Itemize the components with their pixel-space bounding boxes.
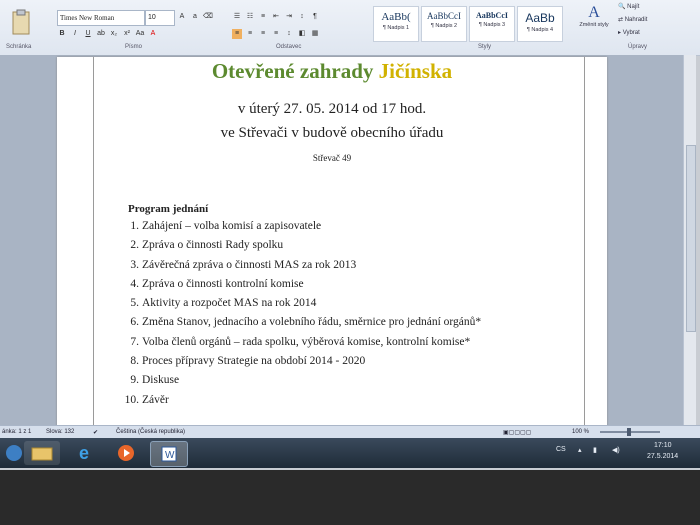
style-sample: AaBbCcI bbox=[475, 11, 508, 20]
taskbar-explorer[interactable] bbox=[24, 441, 60, 465]
agenda-text: Zpráva o činnosti kontrolní komise bbox=[142, 277, 304, 290]
clock-time[interactable]: 17:10 bbox=[654, 442, 672, 449]
zoom-slider-knob[interactable] bbox=[627, 428, 631, 436]
borders-icon[interactable]: ▦ bbox=[311, 30, 319, 37]
find-label: Najít bbox=[627, 4, 640, 10]
strikethrough-icon[interactable]: ab bbox=[97, 30, 105, 37]
agenda-number: 3. bbox=[130, 258, 139, 271]
status-bar bbox=[0, 425, 700, 439]
paste-button[interactable] bbox=[8, 8, 34, 42]
agenda-item bbox=[123, 355, 481, 374]
sort-icon[interactable]: ↕ bbox=[300, 13, 304, 20]
decrease-indent-icon[interactable]: ⇤ bbox=[273, 13, 279, 20]
title-accent: Jičínska bbox=[378, 59, 453, 83]
agenda-item bbox=[123, 394, 481, 413]
align-right-icon[interactable]: ≡ bbox=[260, 30, 266, 37]
svg-text:W: W bbox=[165, 450, 175, 461]
agenda-number: 1. bbox=[130, 220, 139, 232]
style-sample: AaBbCcI bbox=[427, 11, 461, 21]
agenda-item bbox=[123, 374, 481, 393]
agenda-item bbox=[123, 239, 481, 258]
title-main: Otevřené zahrady bbox=[211, 59, 379, 83]
grow-font-icon[interactable]: A bbox=[179, 13, 185, 20]
group-label-paragraph: Odstavec bbox=[276, 44, 302, 50]
agenda-text: Proces přípravy Strategie na období 2014 - 2020 bbox=[142, 355, 366, 368]
style-heading-1[interactable] bbox=[373, 6, 419, 42]
font-size-box[interactable]: 10 bbox=[145, 10, 175, 26]
agenda-text: Zahájení – volba komisí a zapisovatele bbox=[142, 220, 322, 232]
start-button[interactable] bbox=[2, 441, 26, 465]
network-icon[interactable]: ▮ bbox=[593, 447, 597, 454]
bold-button[interactable]: B bbox=[59, 30, 65, 37]
agenda-number: 5. bbox=[130, 297, 139, 310]
place-line: ve Střevači v budově obecního úřadu bbox=[220, 125, 444, 141]
taskbar bbox=[0, 438, 700, 468]
line-spacing-icon[interactable]: ↕ bbox=[287, 30, 291, 37]
agenda-text: Zpráva o činnosti Rady spolku bbox=[142, 239, 284, 252]
agenda-number: 10. bbox=[124, 393, 139, 406]
group-label-font: Písmo bbox=[125, 44, 143, 50]
change-styles-button[interactable] bbox=[578, 4, 610, 42]
shrink-font-icon[interactable]: a bbox=[193, 13, 197, 20]
agenda-item bbox=[123, 278, 481, 297]
style-heading-2[interactable] bbox=[421, 6, 467, 42]
agenda-text: Diskuse bbox=[142, 374, 180, 387]
language-indicator[interactable]: CS bbox=[556, 446, 566, 453]
scrollbar-thumb[interactable] bbox=[686, 145, 696, 332]
status-page[interactable]: ánka: 1 z 1 bbox=[2, 429, 32, 435]
style-name: ¶ Nadpis 3 bbox=[478, 22, 506, 28]
multilevel-list-icon[interactable]: ≡ bbox=[260, 13, 266, 20]
taskbar-word[interactable] bbox=[150, 441, 188, 467]
agenda-text: Změna Stanov, jednacího a volebního řádu, směrnice pro jednání orgánů* bbox=[142, 316, 482, 329]
document-page[interactable] bbox=[57, 57, 607, 427]
vertical-scrollbar[interactable] bbox=[683, 55, 696, 425]
clock-date[interactable]: 27.5.2014 bbox=[647, 453, 679, 460]
status-language[interactable]: Čeština (Česká republika) bbox=[116, 429, 186, 435]
address-line: Střevač 49 bbox=[312, 153, 352, 163]
underline-button[interactable]: U bbox=[85, 30, 91, 37]
select-button[interactable]: ▸ Vybrat bbox=[618, 30, 640, 36]
group-label-styles: Styly bbox=[478, 44, 492, 50]
media-player-icon bbox=[117, 444, 135, 462]
subscript-icon[interactable]: x₂ bbox=[110, 30, 118, 37]
program-heading: Program jednání bbox=[128, 203, 209, 215]
style-name: ¶ Nadpis 1 bbox=[382, 25, 410, 31]
document-title bbox=[57, 59, 607, 84]
view-buttons-icon[interactable]: ▣▢▢▢▢ bbox=[503, 430, 532, 436]
agenda-item bbox=[123, 220, 481, 239]
clipboard-icon bbox=[8, 8, 34, 42]
style-heading-4[interactable] bbox=[517, 6, 563, 42]
shading-icon[interactable]: ◧ bbox=[298, 30, 306, 37]
justify-icon[interactable]: ≡ bbox=[273, 30, 279, 37]
taskbar-ie[interactable] bbox=[66, 441, 102, 465]
agenda-number: 6. bbox=[130, 316, 139, 329]
agenda-number: 2. bbox=[130, 239, 139, 252]
volume-icon[interactable]: ◀) bbox=[612, 447, 620, 454]
agenda-text: Závěrečná zpráva o činnosti MAS za rok 2013 bbox=[142, 258, 357, 271]
bullets-icon[interactable]: ☰ bbox=[233, 13, 241, 20]
italic-button[interactable]: I bbox=[74, 30, 76, 37]
superscript-icon[interactable]: x² bbox=[124, 30, 130, 37]
change-case-icon[interactable]: Aa bbox=[135, 30, 145, 37]
font-color-icon[interactable]: A bbox=[150, 30, 156, 37]
increase-indent-icon[interactable]: ⇥ bbox=[286, 13, 292, 20]
agenda-text: Volba členů orgánů – rada spolku, výběrová komise, kontrolní komise* bbox=[142, 335, 471, 348]
agenda-item bbox=[123, 297, 481, 316]
clear-format-icon[interactable]: ⌫ bbox=[203, 13, 213, 20]
pilcrow-icon[interactable]: ¶ bbox=[313, 13, 317, 20]
group-label-editing: Úpravy bbox=[628, 44, 648, 50]
find-button[interactable]: 🔍 Najít bbox=[618, 4, 640, 10]
font-name-box[interactable]: Times New Roman bbox=[57, 10, 145, 26]
style-heading-3[interactable] bbox=[469, 6, 515, 42]
agenda-number: 8. bbox=[130, 355, 139, 368]
date-line: v úterý 27. 05. 2014 od 17 hod. bbox=[237, 101, 427, 117]
align-center-icon[interactable]: ≡ bbox=[247, 30, 253, 37]
internet-explorer-icon: e bbox=[78, 442, 89, 463]
word-icon bbox=[160, 445, 178, 463]
replace-label: Nahradit bbox=[624, 17, 648, 23]
agenda-number: 9. bbox=[130, 374, 139, 387]
style-sample: AaBb( bbox=[381, 11, 411, 23]
agenda-number: 4. bbox=[130, 277, 139, 290]
folder-icon bbox=[31, 445, 53, 461]
status-words[interactable]: Slova: 132 bbox=[46, 429, 75, 435]
ribbon bbox=[0, 0, 700, 56]
replace-button[interactable]: ⇄ Nahradit bbox=[618, 17, 648, 23]
windows-icon bbox=[5, 444, 23, 462]
style-name: ¶ Nadpis 2 bbox=[430, 23, 458, 29]
proofing-icon[interactable]: ✔ bbox=[93, 430, 99, 436]
taskbar-media-player[interactable] bbox=[108, 441, 144, 465]
numbering-icon[interactable]: ☷ bbox=[246, 13, 254, 20]
style-sample: AaBb bbox=[525, 11, 555, 25]
agenda-item bbox=[123, 336, 481, 355]
select-label: Vybrat bbox=[622, 30, 640, 36]
zoom-level[interactable]: 100 % bbox=[572, 429, 590, 435]
agenda-text: Aktivity a rozpočet MAS na rok 2014 bbox=[142, 297, 317, 310]
change-styles-label: Změnit styly bbox=[579, 22, 609, 28]
agenda-item bbox=[123, 316, 481, 335]
style-name: ¶ Nadpis 4 bbox=[526, 27, 554, 33]
agenda-item bbox=[123, 259, 481, 278]
tray-arrow-icon[interactable]: ▴ bbox=[578, 447, 582, 454]
agenda-number: 7. bbox=[130, 335, 139, 348]
agenda-list bbox=[123, 220, 481, 413]
agenda-text: Závěr bbox=[142, 393, 169, 406]
group-label-clipboard: Schránka bbox=[6, 44, 32, 50]
align-left-icon[interactable]: ≡ bbox=[232, 29, 242, 39]
change-styles-icon: A bbox=[588, 4, 600, 21]
